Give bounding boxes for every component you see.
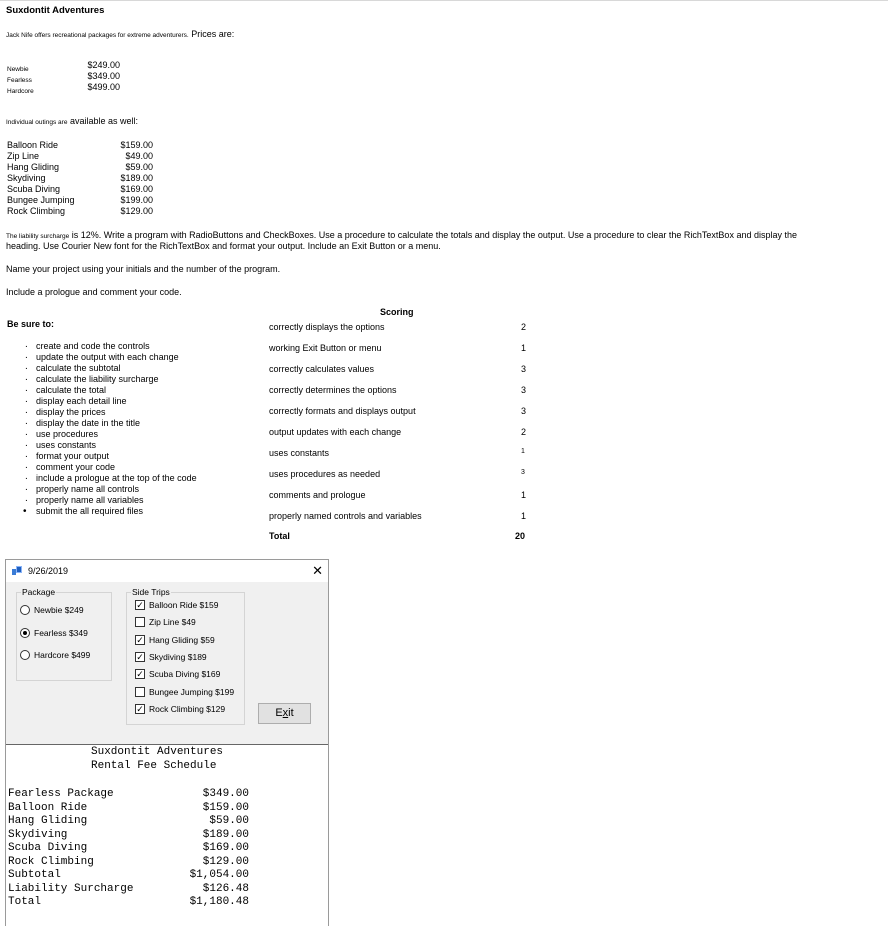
- scoring-row: [269, 385, 529, 406]
- scoring-points: 3: [521, 364, 527, 374]
- output-line-label: Balloon Ride: [8, 801, 88, 814]
- output-line-label: Rock Climbing: [8, 855, 94, 868]
- scoring-points: 3: [521, 406, 527, 416]
- requirement-item: . properly name all variables: [6, 495, 197, 506]
- app-window: [5, 559, 329, 926]
- scoring-points: 1: [521, 490, 527, 500]
- requirement-item: . format your output: [6, 451, 197, 462]
- scoring-total-label: Total: [269, 531, 290, 541]
- outing-name: Zip Line: [7, 151, 40, 161]
- exit-label-mnemonic: x: [282, 707, 289, 719]
- scoring-row: [269, 364, 529, 385]
- scoring-total-points: 20: [515, 531, 526, 541]
- surcharge-text: is 12%. Write a program with RadioButtons and CheckBoxes. Use a procedure to calculate the totals and display the output. Use a procedure to clear the RichTextBox and display the: [71, 230, 797, 240]
- side-trip-checkbox[interactable]: ✓: [136, 651, 144, 662]
- scoring-heading: Scoring: [380, 307, 414, 317]
- requirement-item: . calculate the total: [6, 385, 197, 396]
- output-line-label: Skydiving: [8, 828, 68, 841]
- output-line-label: Scuba Diving: [8, 842, 88, 854]
- output-line-amount: $159.00: [202, 801, 249, 814]
- scoring-item: properly named controls and variables: [269, 511, 422, 521]
- side-trip-checkbox[interactable]: [135, 687, 145, 697]
- requirement-item: . display the date in the title: [6, 418, 197, 429]
- package-group-label: Package: [22, 587, 56, 597]
- package-name: Newbie: [7, 66, 29, 73]
- window-title: 9/26/2019: [28, 566, 69, 576]
- output-line-label: Hang Gliding: [8, 815, 88, 827]
- name-project-text: Name your project using your initials and the number of the program.: [6, 264, 281, 274]
- side-trip-label[interactable]: Hang Gliding $59: [149, 634, 215, 645]
- scoring-points: 1: [521, 343, 527, 353]
- scoring-item: correctly formats and displays output: [269, 406, 416, 416]
- scoring-item: output updates with each change: [269, 427, 402, 437]
- scoring-item: uses constants: [269, 448, 330, 458]
- scoring-row: [269, 469, 529, 490]
- outings-small-text: Individual outings are: [6, 119, 68, 126]
- side-trip-checkbox[interactable]: ✓: [136, 703, 144, 714]
- scoring-row: [269, 448, 529, 469]
- requirement-item: . calculate the liability surcharge: [6, 374, 197, 385]
- outing-price: $129.00: [120, 206, 153, 216]
- requirement-item: • submit the all required files: [6, 506, 197, 517]
- requirement-item: . uses constants: [6, 440, 197, 451]
- outing-name: Bungee Jumping: [7, 195, 75, 205]
- output-line-label: Total: [8, 896, 42, 908]
- outing-price: $159.00: [120, 140, 153, 150]
- app-icon: [12, 566, 22, 575]
- side-trip-checkbox[interactable]: [135, 617, 145, 627]
- outing-name: Scuba Diving: [7, 184, 61, 194]
- package-name: Fearless: [7, 77, 32, 84]
- outings-paragraph: [6, 116, 138, 126]
- scoring-row: [269, 343, 529, 364]
- exit-button[interactable]: [258, 703, 311, 724]
- scoring-item: correctly calculates values: [269, 364, 375, 374]
- top-divider: [0, 0, 888, 1]
- side-trip-label[interactable]: Bungee Jumping $199: [149, 686, 235, 697]
- side-trip-checkbox[interactable]: ✓: [136, 669, 144, 680]
- close-icon[interactable]: ✕: [312, 563, 323, 578]
- surcharge-small-text: The liability surcharge: [6, 233, 70, 240]
- side-trip-checkbox[interactable]: ✓: [136, 600, 144, 610]
- output-line-amount: $189.00: [202, 828, 249, 841]
- requirement-item: . use procedures: [6, 429, 197, 440]
- output-line-label: Liability Surcharge: [8, 882, 134, 895]
- window-title-bar: [6, 560, 328, 582]
- scoring-row: [269, 406, 529, 427]
- output-line-amount: $1,054.00: [189, 869, 249, 881]
- surcharge-text-line2: heading. Use Courier New font for the RichTextBox and format your output. Include an Exit Button or a menu.: [6, 241, 441, 251]
- be-sure-heading: Be sure to:: [7, 319, 55, 329]
- side-trip-label[interactable]: Zip Line $49: [149, 617, 196, 628]
- outings-large-text: available as well:: [69, 116, 138, 126]
- output-line-amount: $169.00: [202, 842, 249, 854]
- outing-name: Hang Gliding: [7, 162, 60, 172]
- scoring-points: 3: [521, 469, 525, 476]
- exit-label-rest: it: [288, 707, 294, 719]
- outing-price: $189.00: [120, 173, 153, 183]
- scoring-item: uses procedures as needed: [269, 469, 381, 479]
- requirement-item: . display each detail line: [6, 396, 197, 407]
- output-heading-1: Suxdontit Adventures: [91, 746, 224, 758]
- output-line-label: Fearless Package: [8, 788, 114, 800]
- requirement-item: . properly name all controls: [6, 484, 197, 495]
- scoring-row: [269, 322, 529, 343]
- package-name: Hardcore: [7, 88, 34, 95]
- output-richtextbox[interactable]: [6, 744, 328, 926]
- intro-small-text: Jack Nife offers recreational packages for extreme adventurers.: [6, 32, 189, 39]
- scoring-row: [269, 427, 529, 448]
- side-trip-label[interactable]: Scuba Diving $169: [149, 669, 221, 680]
- scoring-item: working Exit Button or menu: [269, 343, 382, 353]
- package-radio-button[interactable]: [20, 650, 30, 660]
- scoring-points: 3: [521, 385, 527, 395]
- package-price: $249.00: [87, 60, 120, 70]
- side-trip-label[interactable]: Skydiving $189: [149, 651, 207, 662]
- output-line-amount: $349.00: [202, 788, 249, 800]
- intro-large-text: Prices are:: [191, 29, 235, 39]
- requirement-item: . include a prologue at the top of the code: [6, 473, 197, 484]
- output-heading-2: Rental Fee Schedule: [91, 760, 217, 772]
- requirement-item: . calculate the subtotal: [6, 363, 197, 374]
- scoring-row: [269, 511, 529, 532]
- output-line-label: Subtotal: [8, 869, 61, 881]
- package-radio-button[interactable]: [20, 605, 30, 615]
- package-radio-label[interactable]: Hardcore $499: [34, 650, 91, 660]
- scoring-points: 1: [521, 448, 525, 455]
- package-price: $499.00: [87, 82, 120, 92]
- outing-name: Skydiving: [7, 173, 46, 183]
- side-trip-label[interactable]: Balloon Ride $159: [149, 600, 219, 610]
- outing-price: $199.00: [120, 195, 153, 205]
- exit-label-first: E: [275, 707, 283, 719]
- package-radio-label[interactable]: Fearless $349: [34, 628, 88, 638]
- scoring-row: [269, 490, 529, 511]
- outing-name: Balloon Ride: [7, 140, 59, 150]
- requirement-item: . create and code the controls: [6, 341, 197, 352]
- requirements-list: [6, 341, 197, 517]
- outing-price: $49.00: [125, 151, 153, 161]
- package-radio-button[interactable]: [20, 628, 30, 638]
- doc-title: Suxdontit Adventures: [6, 5, 105, 16]
- requirement-item: . comment your code: [6, 462, 197, 473]
- output-line-amount: $59.00: [209, 815, 249, 827]
- side-trip-label[interactable]: Rock Climbing $129: [149, 703, 226, 714]
- output-line-amount: $129.00: [202, 855, 249, 868]
- surcharge-paragraph: [6, 230, 797, 240]
- scoring-points: 1: [521, 511, 527, 521]
- side-trip-checkbox[interactable]: ✓: [136, 634, 144, 645]
- requirement-item: . update the output with each change: [6, 352, 197, 363]
- scoring-points: 2: [521, 427, 527, 437]
- outing-price: $59.00: [125, 162, 153, 172]
- scoring-item: comments and prologue: [269, 490, 366, 500]
- output-line-amount: $1,180.48: [189, 896, 249, 908]
- outing-name: Rock Climbing: [7, 206, 66, 216]
- package-radio-label[interactable]: Newbie $249: [34, 605, 84, 615]
- requirement-item: . display the prices: [6, 407, 197, 418]
- scoring-item: correctly displays the options: [269, 322, 385, 332]
- scoring-item: correctly determines the options: [269, 385, 397, 395]
- output-line-amount: $126.48: [202, 882, 249, 895]
- prologue-text: Include a prologue and comment your code.: [6, 287, 182, 297]
- intro-paragraph: [6, 29, 234, 39]
- outing-price: $169.00: [120, 184, 153, 194]
- package-price: $349.00: [87, 71, 120, 81]
- side-trips-group-label: Side Trips: [132, 587, 170, 597]
- scoring-points: 2: [521, 322, 527, 332]
